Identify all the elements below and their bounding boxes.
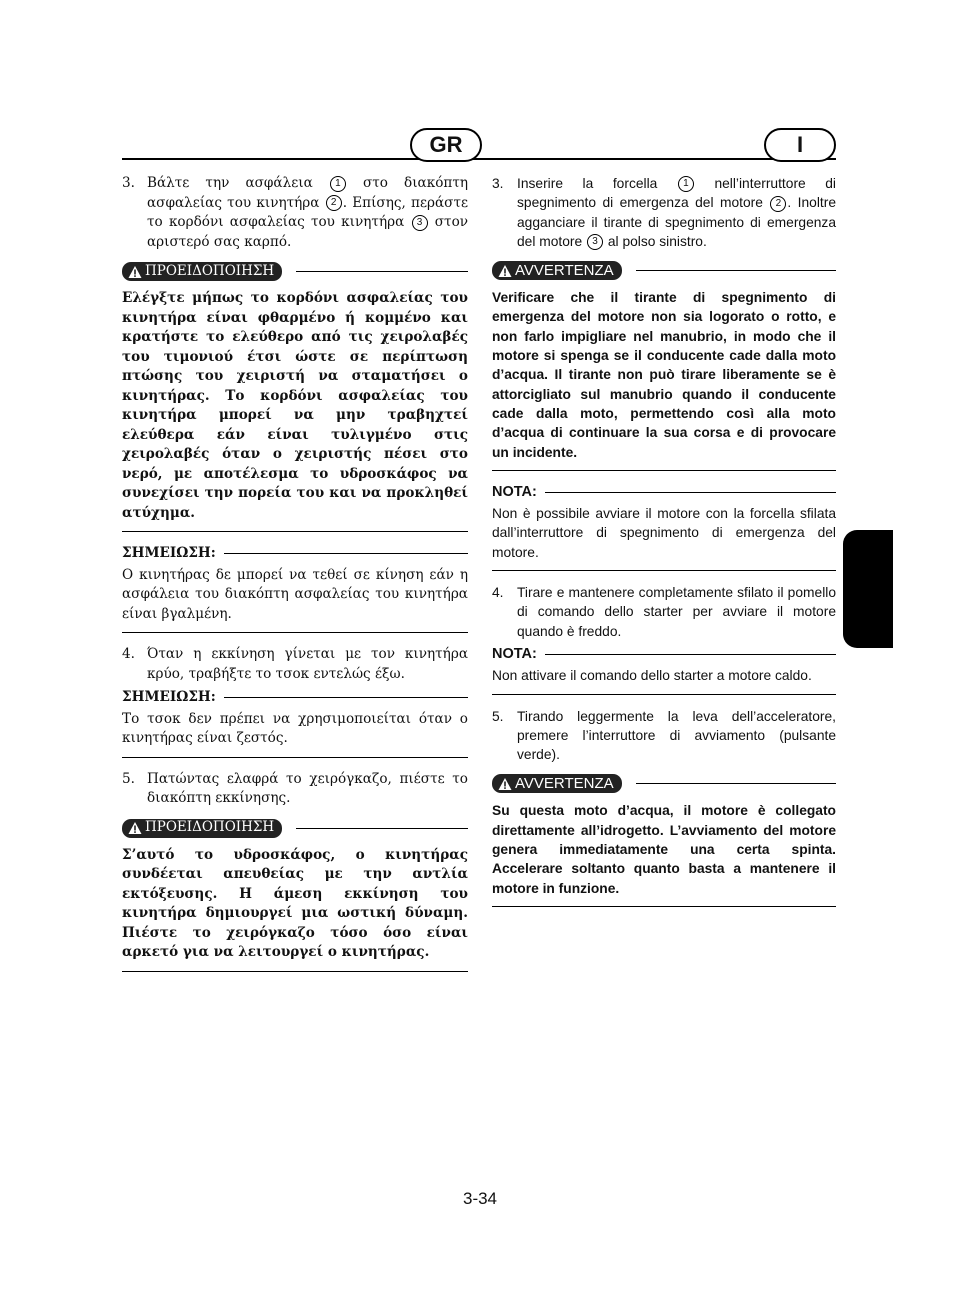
- warning-label: AVVERTENZA: [515, 262, 614, 280]
- warning-triangle-icon: [128, 821, 142, 835]
- italian-step-4: [492, 583, 836, 641]
- header-rule: [122, 158, 836, 160]
- warning-end-rule: [492, 470, 836, 471]
- step-text-part: al polso sinistro.: [607, 233, 707, 249]
- page-number: 3-34: [462, 1189, 498, 1208]
- warning-rule: [296, 828, 468, 829]
- step-text-part: στο διακόπτη ασφαλείας του κινητήρα: [147, 175, 469, 211]
- warning-badge: [492, 774, 622, 793]
- step-text: Πατώντας ελαφρά το χειρόγκαζο, πιέστε το διακόπτη εκκίνησης.: [147, 770, 468, 806]
- greek-step-5: [122, 770, 468, 809]
- step-text: Όταν η εκκίνηση γίνεται με τον κινητήρα κρύο, τραβήξτε το τσοκ εντελώς έξω.: [147, 646, 468, 682]
- italian-column: [492, 174, 836, 919]
- greek-warning-1-header: [122, 262, 468, 281]
- step-text-part: . Inoltre agganciare il tirante di spegnimento di emergenza del motore: [517, 195, 837, 249]
- greek-step-4: [122, 645, 468, 684]
- greek-warning-2-text: Σ’αυτό το υδροσκάφος, ο κινητήρας συνδέεται απευθείας με την αντλία εκτόξευσης. Η άμεση εκκίνηση του κινητήρα δημιουργεί μια ωστική δύναμη. Πιέστε το χειρόγκαζο τόσο όσο είναι αρκετό για να λειτουργεί ο κινητήρας.: [122, 846, 468, 960]
- note-rule: [224, 697, 468, 698]
- greek-column: [122, 174, 468, 984]
- warning-badge: [122, 262, 282, 281]
- italian-note-1-text: Non è possibile avviare il motore con la forcella sfilata dall’interruttore di spegnimento di emergenza del motore.: [492, 506, 836, 560]
- step-number: 3.: [492, 176, 504, 191]
- warning-triangle-icon: [498, 777, 512, 791]
- step-text-part: nell’interruttore di spegnimento di emergenza del motore: [517, 176, 836, 211]
- italian-note-2-header: [492, 645, 836, 664]
- warning-end-rule: [122, 531, 468, 532]
- warning-label: ΠΡΟΕΙΔΟΠΟΙΗΣΗ: [145, 819, 275, 836]
- note-label: ΣΗΜΕΙΩΣΗ:: [122, 545, 216, 561]
- warning-rule: [636, 270, 836, 271]
- greek-note-2-text: Το τσοκ δεν πρέπει να χρησιμοποιείται όταν ο κινητήρας είναι ζεστός.: [122, 710, 468, 746]
- language-code-greek: GR: [429, 132, 463, 157]
- note-rule: [545, 654, 836, 655]
- step-number: 4.: [122, 646, 135, 662]
- warning-triangle-icon: [128, 265, 142, 279]
- callout-2-icon: 2: [770, 196, 786, 212]
- warning-rule: [636, 783, 836, 784]
- callout-1-icon: 1: [678, 176, 694, 192]
- warning-label: ΠΡΟΕΙΔΟΠΟΙΗΣΗ: [145, 262, 275, 279]
- note-rule: [545, 492, 836, 493]
- note-label: NOTA:: [492, 483, 537, 500]
- italian-step-5: [492, 707, 836, 765]
- section-thumb-tab: [843, 530, 893, 648]
- step-text: Tirando leggermente la leva dell’acceleratore, premere l’interruttore di avviamento (pulsante verde).: [517, 708, 836, 763]
- greek-warning-2-header: [122, 819, 468, 838]
- warning-badge: [122, 819, 282, 838]
- italian-warning-1-header: [492, 261, 836, 280]
- language-code-italian: I: [796, 132, 804, 157]
- warning-badge: [492, 261, 622, 280]
- warning-label: AVVERTENZA: [515, 775, 614, 793]
- step-number: 4.: [492, 585, 504, 601]
- callout-2-icon: 2: [326, 195, 342, 211]
- step-text-part: Βάλτε την ασφάλεια: [147, 175, 313, 191]
- callout-3-icon: 3: [412, 215, 428, 231]
- italian-warning-1-text: Verificare che il tirante di spegnimento di emergenza del motore non sia logorato o rotto, e non farlo impigliare nel manubrio, in modo che il motore si spenga se il conducente cade dalla moto d’acqua. Il tirante non può tirare liberamente se è attorcigliato sul manubrio quando il conducente cade dalla moto, permettendo così alla moto d’acqua di continuare la sua corsa e di provocare un incidente.: [492, 290, 836, 460]
- step-text: Tirare e mantenere completamente sfilato il pomello di comando dello starter per avviare il motore quando è freddo.: [517, 585, 836, 639]
- callout-1-icon: 1: [330, 176, 346, 192]
- step-text-part: στον αριστερό σας καρπό.: [147, 214, 469, 250]
- italian-note-1-header: [492, 483, 836, 502]
- step-text-part: Inserire la forcella: [517, 176, 658, 191]
- warning-rule: [296, 271, 468, 272]
- step-number: 5.: [492, 708, 504, 724]
- greek-step-3: [122, 174, 468, 252]
- warning-end-rule: [492, 906, 836, 907]
- note-end-rule: [122, 757, 468, 758]
- italian-note-2-text: Non attivare il comando dello starter a motore caldo.: [492, 668, 812, 684]
- note-end-rule: [492, 570, 836, 571]
- italian-step-3: [492, 174, 836, 251]
- note-end-rule: [122, 632, 468, 633]
- italian-warning-2-header: [492, 774, 836, 793]
- note-rule: [224, 553, 468, 554]
- warning-triangle-icon: [498, 264, 512, 278]
- callout-3-icon: 3: [587, 234, 603, 250]
- note-label: NOTA:: [492, 645, 537, 662]
- note-end-rule: [492, 694, 836, 695]
- language-tab-italian: [764, 128, 836, 162]
- italian-warning-2-text: Su questa moto d’acqua, il motore è collegato direttamente all’idrogetto. L’avviamento del motore genera immediatamente una certa spinta. Accelerare soltanto quanto basta a mantenere il motore in funzione.: [492, 803, 836, 896]
- greek-note-1-header: [122, 544, 468, 564]
- greek-warning-1-text: Ελέγξτε μήπως το κορδόνι ασφαλείας του κινητήρα είναι φθαρμένο ή κομμένο και κρατήστε το ελεύθερο από τις χειρολαβές του τιμονιού έτσι ώστε σε περίπτωση πτώσης του χειριστή να σταματήσει ο κινητήρας. Το κορδόνι ασφαλείας του κινητήρα μπορεί να μην τραβηχτεί ελεύθερα εάν είναι τυλιγμένο στις χειρολαβές όταν ο χειριστής πέσει στο νερό, με αποτέλεσμα το υδροσκάφος να συνεχίσει την πορεία του και να προκληθεί ατύχημα.: [122, 290, 468, 521]
- step-text-part: . Επίσης, περάστε το κορδόνι ασφαλείας του κινητήρα: [147, 194, 469, 230]
- greek-note-1-text: Ο κινητήρας δε μπορεί να τεθεί σε κίνηση εάν η ασφάλεια του διακόπτη ασφαλείας του κινητήρα είναι βγαλμένη.: [122, 566, 468, 622]
- note-label: ΣΗΜΕΙΩΣΗ:: [122, 689, 216, 705]
- step-number: 5.: [122, 770, 135, 787]
- greek-note-2-header: [122, 688, 468, 708]
- warning-end-rule: [122, 971, 468, 972]
- step-number: 3.: [122, 175, 135, 191]
- step-text: [147, 174, 468, 252]
- step-text: [517, 174, 836, 251]
- language-tab-greek: [410, 128, 482, 162]
